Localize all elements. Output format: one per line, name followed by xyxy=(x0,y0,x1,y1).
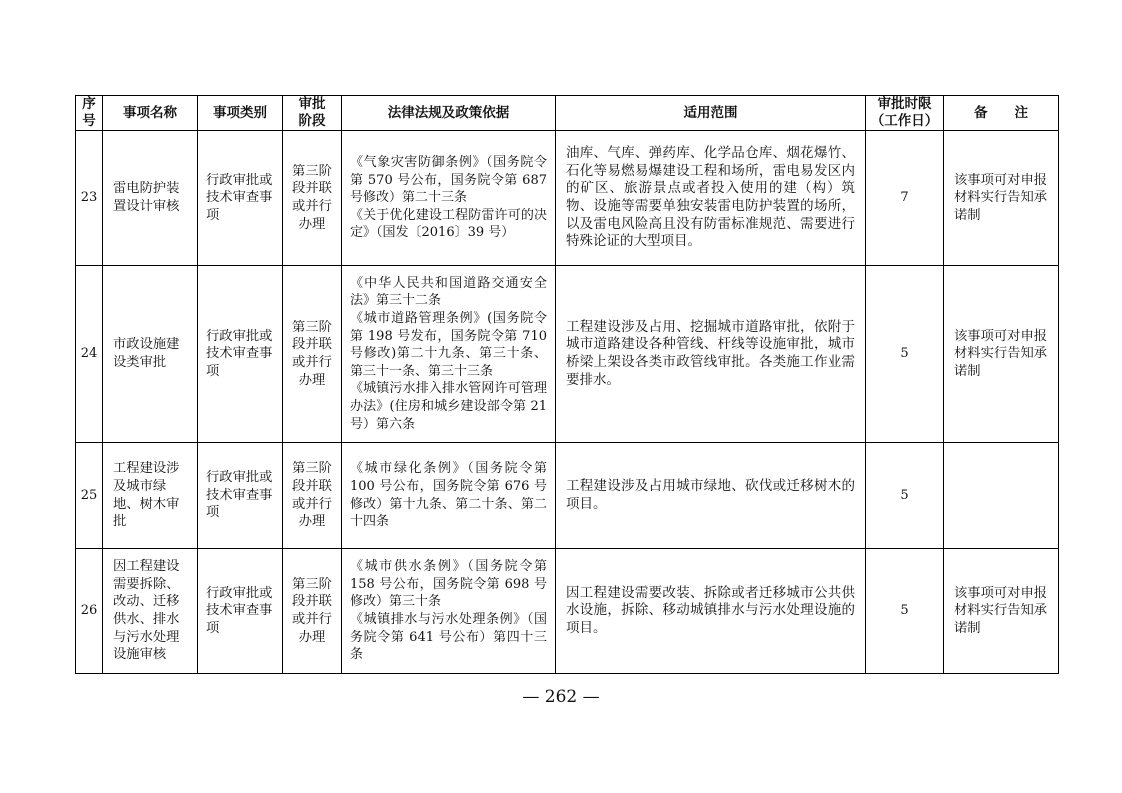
cell-remarks: 该事项可对申报材料实行告知承诺制 xyxy=(944,266,1059,443)
header-index: 序 号 xyxy=(76,96,103,131)
header-item-type: 事项类别 xyxy=(198,96,283,131)
cell-legal-basis xyxy=(342,266,556,443)
cell-item-type: 行政审批或技术审查事项 xyxy=(198,549,283,674)
header-item-name: 事项名称 xyxy=(103,96,198,131)
cell-remarks: 该事项可对申报材料实行告知承诺制 xyxy=(944,131,1059,266)
legal-basis-entry: 《城镇排水与污水处理条例》（国务院令第 641 号公布）第四十三条 xyxy=(350,612,547,663)
cell-legal-basis xyxy=(342,443,556,549)
legal-basis-entry: 《城市道路管理条例》(国务院令第 198 号发布，国务院令第 710 号修改)第二十九条、第三十条、第三十一条、第三十三条 xyxy=(350,311,547,379)
header-scope: 适用范围 xyxy=(556,96,866,131)
cell-time-limit: 5 xyxy=(866,443,944,549)
approval-items-table xyxy=(75,95,1059,674)
table-row xyxy=(76,443,1059,549)
header-approval-stage: 审批 阶段 xyxy=(283,96,342,131)
cell-scope: 因工程建设需要改装、拆除或者迁移城市公共供水设施，拆除、移动城镇排水与污水处理设施的项目。 xyxy=(556,549,866,674)
cell-item-name: 工程建设涉及城市绿地、树木审批 xyxy=(103,443,198,549)
cell-index: 24 xyxy=(76,266,103,443)
legal-basis-entry: 《城市供水条例》（国务院令第 158 号公布，国务院令第 698 号修改）第三十条 xyxy=(350,559,547,610)
cell-remarks xyxy=(944,443,1059,549)
cell-index: 26 xyxy=(76,549,103,674)
cell-item-name: 因工程建设需要拆除、改动、迁移供水、排水与污水处理设施审核 xyxy=(103,549,198,674)
cell-approval-stage: 第三阶段并联或并行办理 xyxy=(283,549,342,674)
header-time-limit: 审批时限 （工作日） xyxy=(866,96,944,131)
cell-time-limit: 5 xyxy=(866,266,944,443)
legal-basis-entry: 《城镇污水排入排水管网许可管理办法》(住房和城乡建设部令第 21 号）第六条 xyxy=(350,381,547,432)
cell-scope: 工程建设涉及占用、挖掘城市道路审批，依附于城市道路建设各种管线、杆线等设施审批，城市桥梁上架设各类市政管线审批。各类施工作业需要排水。 xyxy=(556,266,866,443)
header-remarks: 备 注 xyxy=(944,96,1059,131)
table-header-row xyxy=(76,96,1059,131)
cell-scope: 工程建设涉及占用城市绿地、砍伐或迁移树木的项目。 xyxy=(556,443,866,549)
cell-legal-basis xyxy=(342,131,556,266)
legal-basis-entry: 《中华人民共和国道路交通安全法》第三十二条 xyxy=(350,275,547,309)
legal-basis-entry: 《气象灾害防御条例》（国务院令第 570 号公布，国务院令第 687 号修改）第二十三条 xyxy=(350,155,547,206)
cell-approval-stage: 第三阶段并联或并行办理 xyxy=(283,266,342,443)
cell-scope: 油库、气库、弹药库、化学品仓库、烟花爆竹、石化等易燃易爆建设工程和场所，雷电易发区内的矿区、旅游景点或者投入使用的建（构）筑物、设施等需要单独安装雷电防护装置的场所，以及雷电风险高且没有防雷标准规范、需要进行特殊论证的大型项目。 xyxy=(556,131,866,266)
cell-time-limit: 5 xyxy=(866,549,944,674)
header-legal-basis: 法律法规及政策依据 xyxy=(342,96,556,131)
cell-item-name: 市政设施建设类审批 xyxy=(103,266,198,443)
cell-index: 25 xyxy=(76,443,103,549)
cell-index: 23 xyxy=(76,131,103,266)
legal-basis-entry: 《城市绿化条例》（国务院令第 100 号公布，国务院令第 676 号修改）第十九条、第二十条、第二十四条 xyxy=(350,461,547,530)
legal-basis-entry: 《关于优化建设工程防雷许可的决定》（国发〔2016〕39 号） xyxy=(350,207,547,241)
cell-item-type: 行政审批或技术审查事项 xyxy=(198,266,283,443)
table-row xyxy=(76,266,1059,443)
cell-time-limit: 7 xyxy=(866,131,944,266)
cell-remarks: 该事项可对申报材料实行告知承诺制 xyxy=(944,549,1059,674)
table-row xyxy=(76,549,1059,674)
page-number: — 262 — xyxy=(522,687,600,707)
cell-item-type: 行政审批或技术审查事项 xyxy=(198,131,283,266)
cell-legal-basis xyxy=(342,549,556,674)
cell-item-name: 雷电防护装置设计审核 xyxy=(103,131,198,266)
cell-item-type: 行政审批或技术审查事项 xyxy=(198,443,283,549)
table-row xyxy=(76,131,1059,266)
cell-approval-stage: 第三阶段并联或并行办理 xyxy=(283,131,342,266)
cell-approval-stage: 第三阶段并联或并行办理 xyxy=(283,443,342,549)
